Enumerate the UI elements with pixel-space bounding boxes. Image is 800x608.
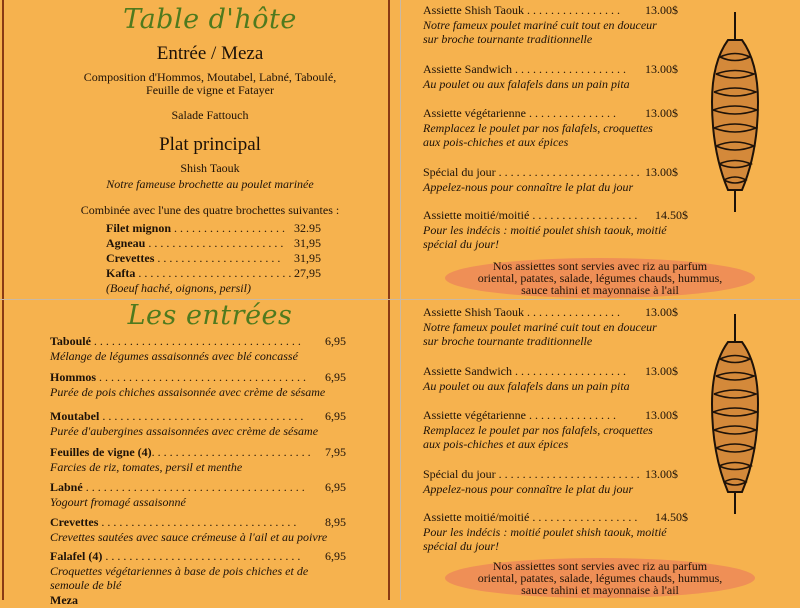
- plat-heading: Plat principal: [159, 134, 261, 155]
- item-name: Crevettes: [50, 515, 99, 529]
- assiettes-panel-bottom: [0, 302, 800, 600]
- item-desc-2: sur broche tournante traditionnelle: [423, 32, 593, 46]
- dot-leader: . . . . . . . . . . . . . . . .: [523, 305, 620, 319]
- served-with-note: [445, 558, 755, 598]
- entree-heading: Entrée / Meza: [156, 43, 264, 64]
- item-name: Taboulé: [50, 334, 91, 348]
- item-desc: Farcies de riz, tomates, persil et menthe: [50, 460, 243, 474]
- salade-label: Salade Fattouch: [171, 108, 249, 122]
- item-desc: Notre fameux poulet mariné cuit tout en douceur: [423, 320, 657, 334]
- item-name: Falafel (4): [50, 549, 103, 563]
- item-name: Moutabel: [50, 409, 100, 423]
- item-price: 13.00$: [645, 408, 678, 422]
- shish-desc: Notre fameuse brochette au poulet marinée: [106, 177, 314, 191]
- list-item: [423, 208, 688, 251]
- item-name: Labné: [50, 480, 83, 494]
- note-line-2: oriental, patates, salade, légumes chauds, hummus,: [477, 271, 723, 285]
- combo-price: 31,95: [294, 236, 321, 250]
- item-price: 6,95: [325, 549, 346, 563]
- item-price: 6,95: [325, 480, 346, 494]
- item-name: Assiette Sandwich: [423, 364, 512, 378]
- item-price: 7,95: [325, 445, 346, 459]
- list-item: [423, 408, 678, 451]
- entree-desc-1: Composition d'Hommos, Moutabel, Labné, Taboulé,: [83, 70, 337, 84]
- note-line-3: sauce tahini et mayonnaise à l'ail: [521, 283, 679, 297]
- item-desc: Croquettes végétariennes à base de pois chiches et de: [50, 564, 309, 578]
- served-with-note: [445, 258, 755, 298]
- list-item: [423, 165, 678, 194]
- note-line-1: Nos assiettes sont servies avec riz au parfum: [492, 259, 708, 273]
- item-desc: Pour les indécis : moitié poulet shish taouk, moitié: [423, 223, 667, 237]
- dot-leader: . . . . . . . . . . . . . . . . . .: [529, 510, 638, 524]
- item-name: Assiette moitié/moitié: [423, 510, 530, 524]
- combo-price: 31,95: [294, 251, 321, 265]
- item-price: 13.00$: [645, 305, 678, 319]
- dot-leader: . . . . . . . . . . . . . . . . . . . . . . . .: [495, 165, 640, 179]
- item-name: Hommos: [50, 370, 96, 384]
- item-desc: Yogourt fromagé assaisonné: [50, 495, 186, 509]
- dot-leader: . . . . . . . . . . . . . . . . . . . . . . . . . . . . . . . . .: [98, 515, 297, 529]
- item-desc: Appelez-nous pour connaître le plat du jour: [423, 482, 634, 496]
- item-name: Assiette Shish Taouk: [423, 3, 524, 17]
- item-desc-2: aux pois-chiches et aux épices: [423, 437, 569, 451]
- dot-leader: . . . . . . . . . . . . . . . . . . . . . . . . . . .: [151, 445, 311, 459]
- list-item: [423, 305, 678, 348]
- entree-desc-2: Feuille de vigne et Fatayer: [146, 83, 274, 97]
- item-desc-2: spécial du jour!: [423, 539, 499, 553]
- item-desc-2: spécial du jour!: [423, 237, 499, 251]
- combo-price: 32.95: [294, 221, 321, 235]
- item-name: Spécial du jour: [423, 467, 496, 481]
- dot-leader: . . . . . . . . . . . . . . . . . .: [529, 208, 638, 222]
- item-desc: Au poulet ou aux falafels dans un pain pita: [423, 379, 630, 393]
- item-desc: Purée d'aubergines assaisonnées avec crème de sésame: [50, 424, 319, 438]
- list-item: [423, 3, 678, 46]
- item-desc: Remplacez le poulet par nos falafels, croquettes: [423, 121, 653, 135]
- dot-leader: . . . . . . . . . . . . . . . . . . . . .: [154, 251, 281, 265]
- dot-leader: . . . . . . . . . . . . . . . . . . . . . . . . . .: [135, 266, 292, 280]
- combo-name: Agneau: [106, 236, 146, 250]
- dot-leader: . . . . . . . . . . . . . . . . . . . . . . .: [145, 236, 284, 250]
- item-desc: Pour les indécis : moitié poulet shish taouk, moitié: [423, 525, 667, 539]
- combo-name: Crevettes: [106, 251, 155, 265]
- combo-name: Filet mignon: [106, 221, 171, 235]
- list-item: [423, 364, 678, 393]
- dot-leader: . . . . . . . . . . . . . . . . . . . . . . . . . . . . . . . . . . .: [90, 334, 301, 348]
- note-line-2: oriental, patates, salade, légumes chauds, hummus,: [477, 571, 723, 585]
- shawarma-icon: [700, 12, 770, 212]
- note-line-3: sauce tahini et mayonnaise à l'ail: [521, 583, 679, 597]
- item-desc-2: sur broche tournante traditionnelle: [423, 334, 593, 348]
- item-name: Meza: [50, 593, 78, 607]
- item-name: Assiette moitié/moitié: [423, 208, 530, 222]
- item-price: 14.50$: [655, 208, 688, 222]
- item-name: Spécial du jour: [423, 165, 496, 179]
- item-desc-2: aux pois-chiches et aux épices: [423, 135, 569, 149]
- combo-price: 27,95: [294, 266, 321, 280]
- combo-intro: Combinée avec l'une des quatre brochettes suivantes :: [80, 203, 340, 217]
- item-desc: Appelez-nous pour connaître le plat du jour: [423, 180, 634, 194]
- item-desc-2: semoule de blé: [50, 578, 122, 592]
- item-desc: Mélange de légumes assaisonnés avec blé concassé: [50, 349, 298, 363]
- item-desc: Remplacez le poulet par nos falafels, croquettes: [423, 423, 653, 437]
- dot-leader: . . . . . . . . . . . . . . . . . . .: [171, 221, 285, 235]
- item-name: Assiette Shish Taouk: [423, 305, 524, 319]
- item-name: Feuilles de vigne (4): [50, 445, 152, 459]
- item-desc: Purée de pois chiches assaisonnée avec crème de sésame: [50, 385, 326, 399]
- entrees-title: Les entrées: [127, 300, 293, 331]
- list-item: [423, 62, 678, 91]
- dot-leader: . . . . . . . . . . . . . . . . . . . . . . . . . . . . . . . . . . .: [96, 370, 306, 384]
- item-price: 13.00$: [645, 106, 678, 120]
- dot-leader: . . . . . . . . . . . . . . .: [525, 106, 616, 120]
- item-price: 13.00$: [645, 364, 678, 378]
- dot-leader: . . . . . . . . . . . . . . . . . . . . . . . . . . . . . . . . . . . . .: [82, 480, 305, 494]
- table-hote-title: Table d'hôte: [123, 4, 297, 35]
- item-price: 6,95: [325, 334, 346, 348]
- dot-leader: . . . . . . . . . . . . . . . . . . . . . . . .: [495, 467, 640, 481]
- item-name: Assiette Sandwich: [423, 62, 512, 76]
- list-item: [423, 467, 678, 496]
- combo-name: Kafta: [106, 266, 136, 280]
- item-price: 13.00$: [645, 165, 678, 179]
- list-item: [423, 510, 688, 553]
- item-desc: Crevettes sautées avec sauce crémeuse à l'ail et au poivre: [50, 530, 328, 544]
- item-desc: Au poulet ou aux falafels dans un pain pita: [423, 77, 630, 91]
- item-price: 13.00$: [645, 3, 678, 17]
- shish-name: Shish Taouk: [180, 161, 240, 175]
- list-item: [423, 106, 678, 149]
- combo-note: (Boeuf haché, oignons, persil): [106, 281, 251, 295]
- dot-leader: . . . . . . . . . . . . . . . . . . . . . . . . . . . . . . . . . .: [99, 409, 304, 423]
- dot-leader: . . . . . . . . . . . . . . . . . . .: [512, 62, 626, 76]
- item-price: 6,95: [325, 409, 346, 423]
- dot-leader: . . . . . . . . . . . . . . . . . . .: [512, 364, 626, 378]
- item-price: 14.50$: [655, 510, 688, 524]
- shawarma-icon: [700, 314, 770, 514]
- item-price: 13.00$: [645, 62, 678, 76]
- item-price: 8,95: [325, 515, 346, 529]
- dot-leader: . . . . . . . . . . . . . . .: [525, 408, 616, 422]
- dot-leader: . . . . . . . . . . . . . . . . . . . . . . . . . . . . . . . . .: [102, 549, 301, 563]
- dot-leader: . . . . . . . . . . . . . . . .: [523, 3, 620, 17]
- item-name: Assiette végétarienne: [423, 408, 526, 422]
- item-price: 6,95: [325, 370, 346, 384]
- item-desc: Notre fameux poulet mariné cuit tout en douceur: [423, 18, 657, 32]
- assiettes-panel-top: [0, 0, 800, 300]
- note-line-1: Nos assiettes sont servies avec riz au parfum: [492, 559, 708, 573]
- item-name: Assiette végétarienne: [423, 106, 526, 120]
- item-price: 13.00$: [645, 467, 678, 481]
